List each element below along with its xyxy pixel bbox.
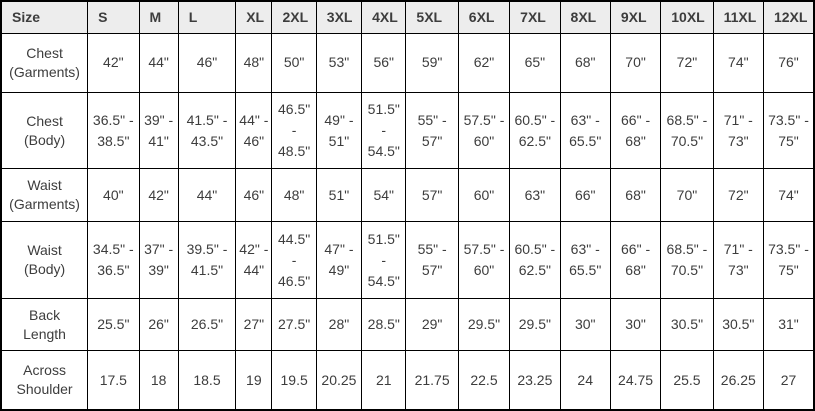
- row-waist-body: [1, 222, 814, 298]
- value-cell-m-across-shoulder: 18: [139, 351, 178, 410]
- size-chart-body: [1, 33, 814, 410]
- col-header-8xl: 8XL: [560, 1, 610, 33]
- value-cell-11xl-across-shoulder: 26.25: [713, 351, 763, 410]
- value-cell-l-across-shoulder: 18.5: [178, 351, 235, 410]
- value-cell-s-chest-body: 36.5" - 38.5": [88, 92, 139, 168]
- value-cell-9xl-chest-garments: 70": [610, 33, 660, 92]
- col-header-l: L: [178, 1, 235, 33]
- value-cell-4xl-waist-body: 51.5" - 54.5": [362, 222, 406, 298]
- value-cell-9xl-back-length: 30": [610, 298, 660, 350]
- col-header-5xl: 5XL: [406, 1, 458, 33]
- value-cell-7xl-chest-garments: 65": [510, 33, 560, 92]
- value-cell-m-chest-garments: 44": [139, 33, 178, 92]
- value-cell-12xl-waist-garments: 74": [763, 169, 814, 222]
- value-cell-s-chest-garments: 42": [88, 33, 139, 92]
- value-cell-l-chest-body: 41.5" - 43.5": [178, 92, 235, 168]
- value-cell-12xl-chest-body: 73.5" - 75": [763, 92, 814, 168]
- value-cell-m-waist-body: 37" - 39": [139, 222, 178, 298]
- col-header-12xl: 12XL: [763, 1, 814, 33]
- row-back-length: [1, 298, 814, 350]
- value-cell-4xl-chest-garments: 56": [362, 33, 406, 92]
- value-cell-l-chest-garments: 46": [178, 33, 235, 92]
- value-cell-12xl-chest-garments: 76": [763, 33, 814, 92]
- value-cell-9xl-waist-body: 66" - 68": [610, 222, 660, 298]
- value-cell-m-waist-garments: 42": [139, 169, 178, 222]
- value-cell-11xl-chest-garments: 74": [713, 33, 763, 92]
- value-cell-3xl-across-shoulder: 20.25: [316, 351, 361, 410]
- value-cell-3xl-chest-garments: 53": [316, 33, 361, 92]
- value-cell-8xl-chest-body: 63" - 65.5": [560, 92, 610, 168]
- value-cell-12xl-back-length: 31": [763, 298, 814, 350]
- row-chest-garments: [1, 33, 814, 92]
- value-cell-5xl-waist-garments: 57": [406, 169, 458, 222]
- col-header-11xl: 11XL: [713, 1, 763, 33]
- value-cell-9xl-waist-garments: 68": [610, 169, 660, 222]
- value-cell-6xl-chest-body: 57.5" - 60": [458, 92, 509, 168]
- value-cell-l-waist-body: 39.5" - 41.5": [178, 222, 235, 298]
- value-cell-10xl-waist-garments: 70": [661, 169, 713, 222]
- value-cell-2xl-waist-body: 44.5" - 46.5": [272, 222, 316, 298]
- value-cell-s-waist-body: 34.5" - 36.5": [88, 222, 139, 298]
- value-cell-s-waist-garments: 40": [88, 169, 139, 222]
- size-corner-header: Size: [1, 1, 88, 33]
- value-cell-12xl-across-shoulder: 27: [763, 351, 814, 410]
- row-label-chest-garments: Chest (Garments): [1, 33, 88, 92]
- value-cell-7xl-across-shoulder: 23.25: [510, 351, 560, 410]
- value-cell-10xl-back-length: 30.5": [661, 298, 713, 350]
- col-header-3xl: 3XL: [316, 1, 361, 33]
- value-cell-10xl-across-shoulder: 25.5: [661, 351, 713, 410]
- value-cell-11xl-chest-body: 71" - 73": [713, 92, 763, 168]
- value-cell-6xl-chest-garments: 62": [458, 33, 509, 92]
- value-cell-11xl-waist-body: 71" - 73": [713, 222, 763, 298]
- value-cell-2xl-across-shoulder: 19.5: [272, 351, 316, 410]
- value-cell-5xl-across-shoulder: 21.75: [406, 351, 458, 410]
- value-cell-s-back-length: 25.5": [88, 298, 139, 350]
- value-cell-l-waist-garments: 44": [178, 169, 235, 222]
- value-cell-10xl-chest-garments: 72": [661, 33, 713, 92]
- value-cell-3xl-back-length: 28": [316, 298, 361, 350]
- value-cell-10xl-chest-body: 68.5" - 70.5": [661, 92, 713, 168]
- value-cell-6xl-waist-garments: 60": [458, 169, 509, 222]
- value-cell-xl-waist-body: 42" - 44": [236, 222, 272, 298]
- value-cell-4xl-across-shoulder: 21: [362, 351, 406, 410]
- value-cell-12xl-waist-body: 73.5" - 75": [763, 222, 814, 298]
- value-cell-7xl-waist-garments: 63": [510, 169, 560, 222]
- row-chest-body: [1, 92, 814, 168]
- value-cell-7xl-back-length: 29.5": [510, 298, 560, 350]
- value-cell-8xl-chest-garments: 68": [560, 33, 610, 92]
- value-cell-5xl-back-length: 29": [406, 298, 458, 350]
- value-cell-10xl-waist-body: 68.5" - 70.5": [661, 222, 713, 298]
- value-cell-6xl-back-length: 29.5": [458, 298, 509, 350]
- value-cell-4xl-back-length: 28.5": [362, 298, 406, 350]
- value-cell-11xl-back-length: 30.5": [713, 298, 763, 350]
- col-header-9xl: 9XL: [610, 1, 660, 33]
- value-cell-xl-chest-body: 44" - 46": [236, 92, 272, 168]
- header-row: [1, 1, 814, 33]
- row-label-waist-body: Waist (Body): [1, 222, 88, 298]
- value-cell-m-chest-body: 39" - 41": [139, 92, 178, 168]
- value-cell-2xl-chest-body: 46.5" - 48.5": [272, 92, 316, 168]
- col-header-xl: XL: [236, 1, 272, 33]
- value-cell-5xl-chest-body: 55" - 57": [406, 92, 458, 168]
- col-header-s: S: [88, 1, 139, 33]
- value-cell-2xl-waist-garments: 48": [272, 169, 316, 222]
- row-label-across-shoulder: Across Shoulder: [1, 351, 88, 410]
- row-label-back-length: Back Length: [1, 298, 88, 350]
- col-header-4xl: 4XL: [362, 1, 406, 33]
- value-cell-8xl-across-shoulder: 24: [560, 351, 610, 410]
- col-header-10xl: 10XL: [661, 1, 713, 33]
- value-cell-9xl-chest-body: 66" - 68": [610, 92, 660, 168]
- value-cell-8xl-back-length: 30": [560, 298, 610, 350]
- col-header-m: M: [139, 1, 178, 33]
- value-cell-3xl-chest-body: 49" - 51": [316, 92, 361, 168]
- value-cell-4xl-chest-body: 51.5" - 54.5": [362, 92, 406, 168]
- col-header-7xl: 7XL: [510, 1, 560, 33]
- value-cell-xl-across-shoulder: 19: [236, 351, 272, 410]
- value-cell-5xl-waist-body: 55" - 57": [406, 222, 458, 298]
- value-cell-xl-chest-garments: 48": [236, 33, 272, 92]
- value-cell-6xl-waist-body: 57.5" - 60": [458, 222, 509, 298]
- value-cell-2xl-chest-garments: 50": [272, 33, 316, 92]
- col-header-2xl: 2XL: [272, 1, 316, 33]
- value-cell-9xl-across-shoulder: 24.75: [610, 351, 660, 410]
- value-cell-7xl-waist-body: 60.5" - 62.5": [510, 222, 560, 298]
- value-cell-8xl-waist-garments: 66": [560, 169, 610, 222]
- value-cell-6xl-across-shoulder: 22.5: [458, 351, 509, 410]
- value-cell-2xl-back-length: 27.5": [272, 298, 316, 350]
- value-cell-l-back-length: 26.5": [178, 298, 235, 350]
- row-across-shoulder: [1, 351, 814, 410]
- row-label-waist-garments: Waist (Garments): [1, 169, 88, 222]
- row-label-chest-body: Chest (Body): [1, 92, 88, 168]
- value-cell-8xl-waist-body: 63" - 65.5": [560, 222, 610, 298]
- value-cell-s-across-shoulder: 17.5: [88, 351, 139, 410]
- value-cell-3xl-waist-body: 47" - 49": [316, 222, 361, 298]
- value-cell-5xl-chest-garments: 59": [406, 33, 458, 92]
- value-cell-4xl-waist-garments: 54": [362, 169, 406, 222]
- value-cell-3xl-waist-garments: 51": [316, 169, 361, 222]
- value-cell-xl-back-length: 27": [236, 298, 272, 350]
- value-cell-7xl-chest-body: 60.5" - 62.5": [510, 92, 560, 168]
- col-header-6xl: 6XL: [458, 1, 509, 33]
- value-cell-m-back-length: 26": [139, 298, 178, 350]
- value-cell-xl-waist-garments: 46": [236, 169, 272, 222]
- row-waist-garments: [1, 169, 814, 222]
- value-cell-11xl-waist-garments: 72": [713, 169, 763, 222]
